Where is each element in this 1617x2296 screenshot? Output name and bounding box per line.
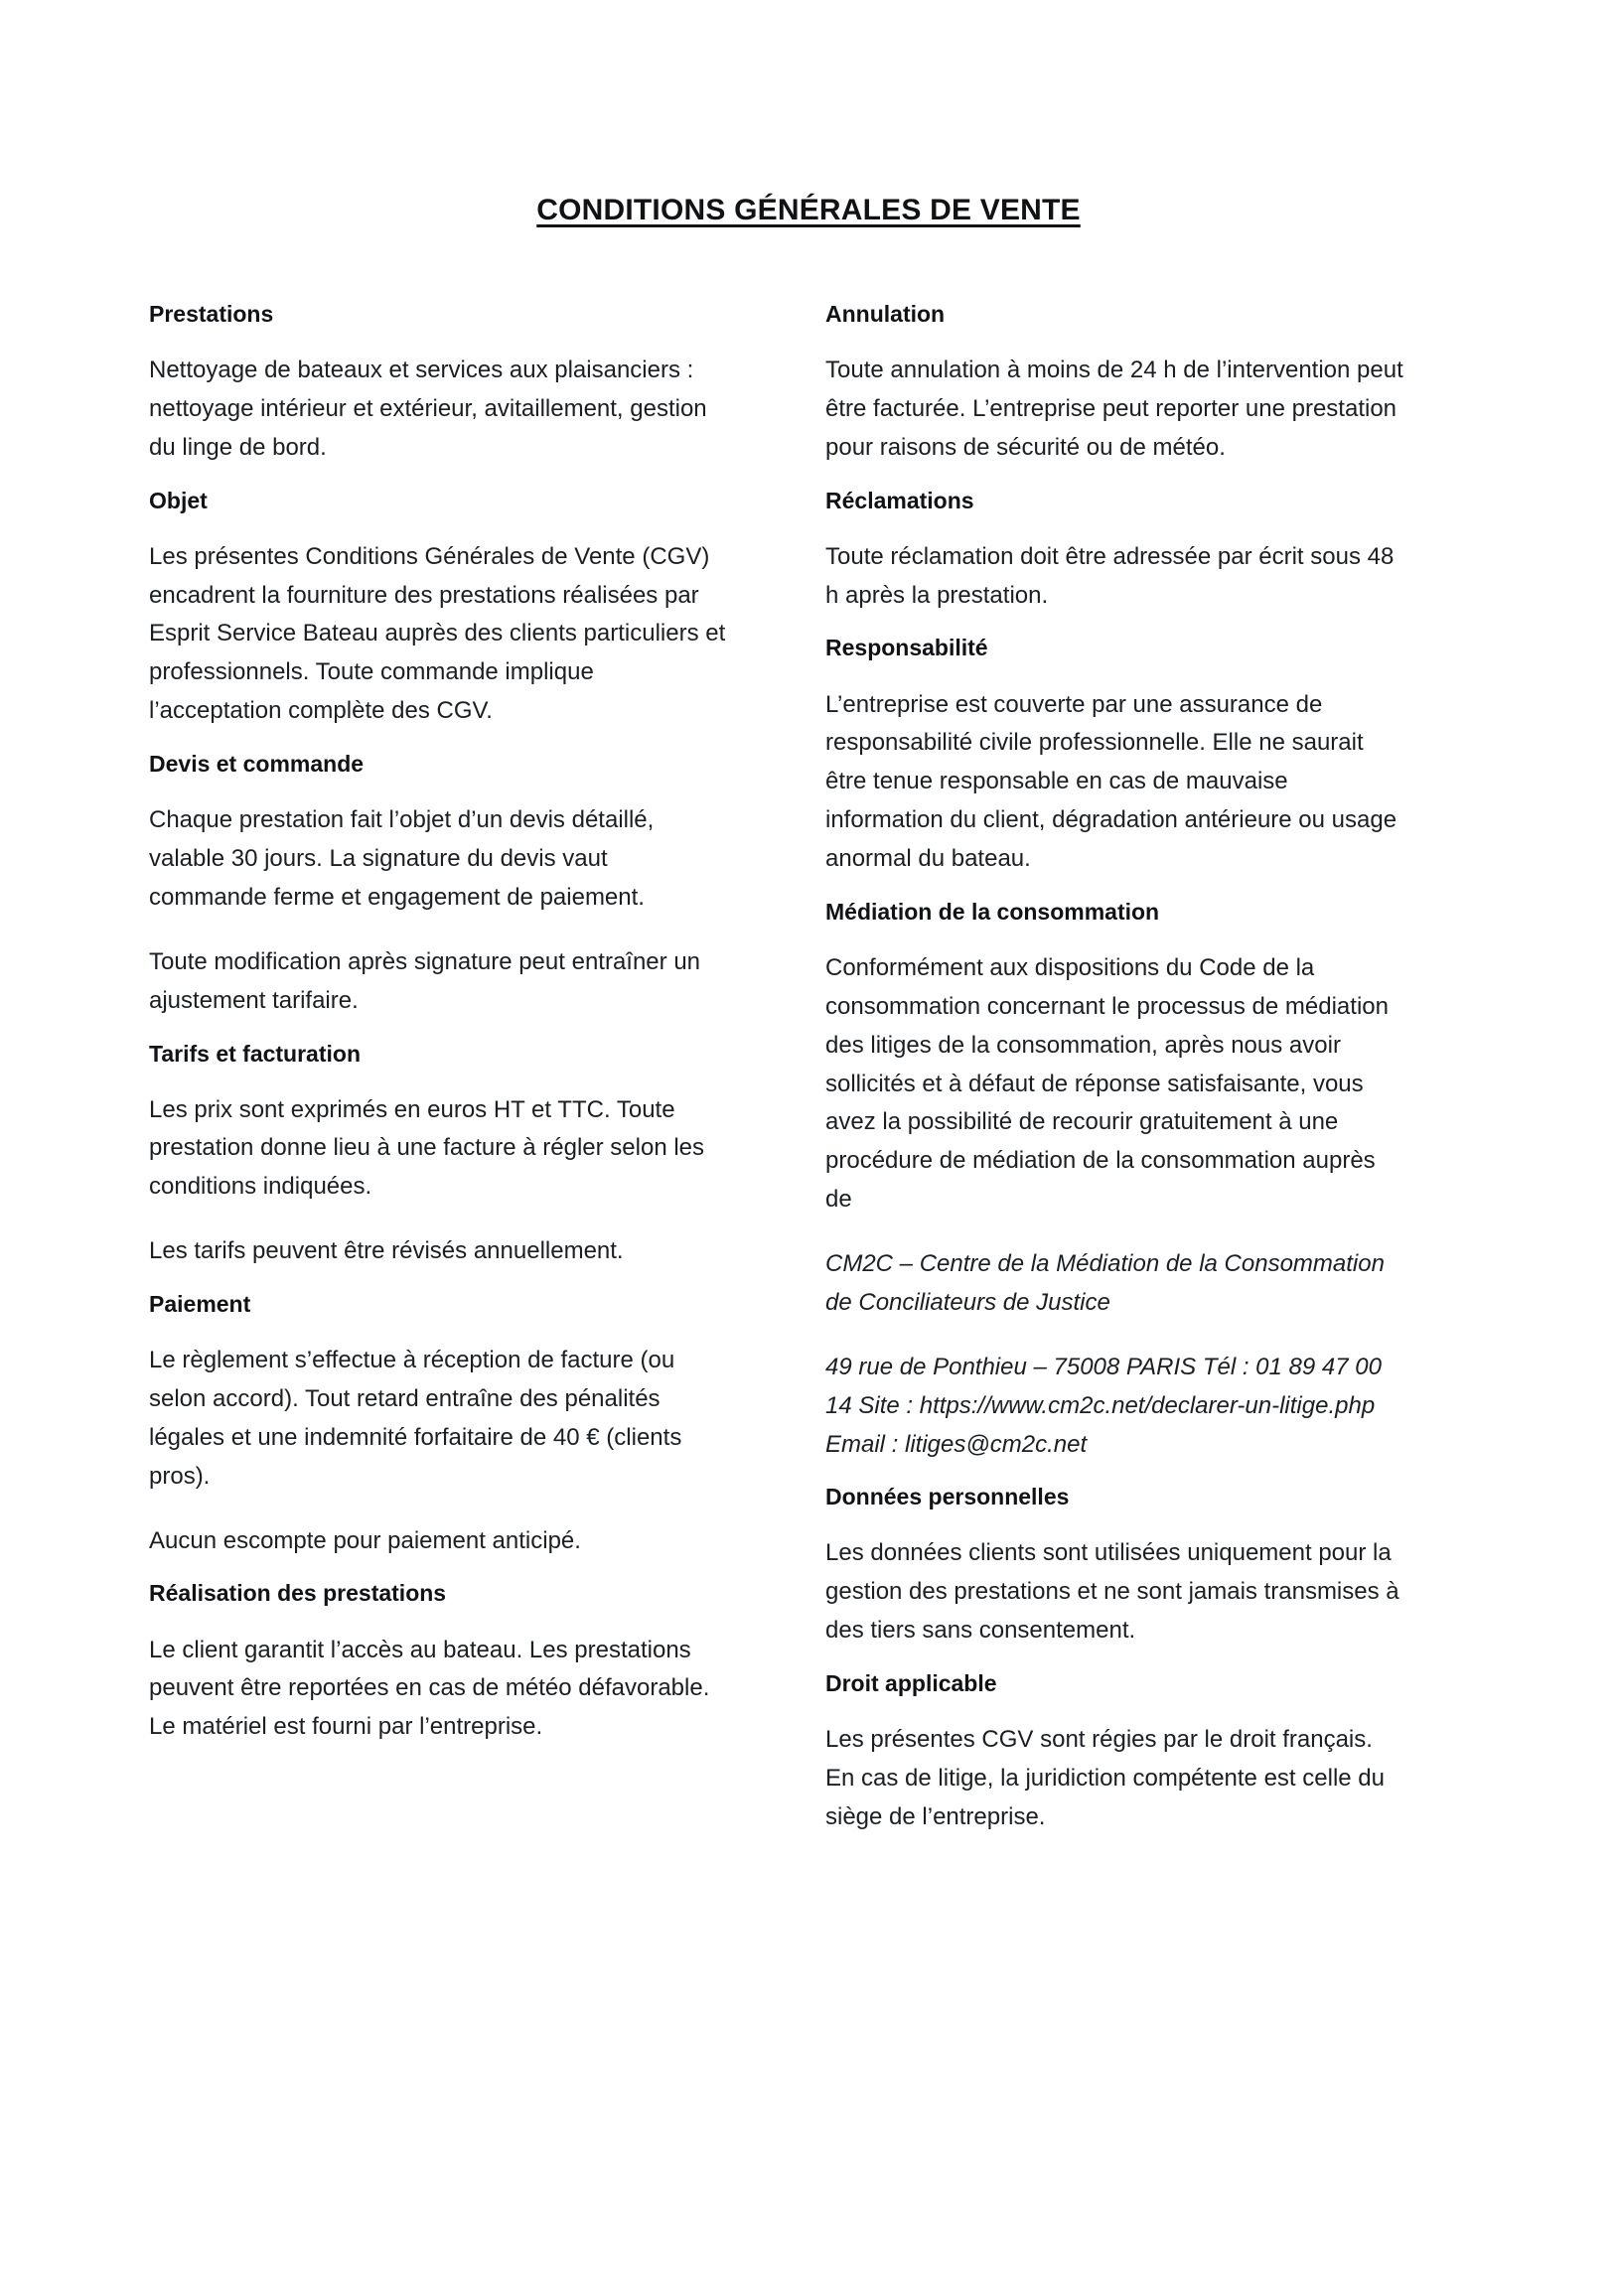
section-objet [149, 486, 730, 731]
section-paragraph: Les présentes Conditions Générales de Vente (CGV) encadrent la fourniture des prestations réalisées par Esprit Service Bateau auprès des clients particuliers et professionnels. Toute commande implique l’acceptation complète des CGV. [149, 542, 726, 725]
section-donnees-personnelles [825, 1482, 1406, 1650]
left-column [149, 299, 730, 1747]
section-paragraph: Conformément aux dispositions du Code de la consommation concernant le processus de médiation des litiges de la consommation, après nous avoir sollicités et à défaut de réponse satisfaisante, vous avez la possibilité de recourir gratuitement à une procédure de médiation de la consommation auprès de [825, 953, 1389, 1214]
section-paragraph: L’entreprise est couverte par une assurance de responsabilité civile professionnelle. Elle ne saurait être tenue responsable en cas de mauvaise information du client, dégradation antérieure ou usage anormal du bateau. [825, 690, 1397, 873]
section-realisation-des-prestations [149, 1578, 730, 1747]
section-heading: Droit applicable [825, 1670, 997, 1697]
section-paragraph: Aucun escompte pour paiement anticipé. [149, 1526, 581, 1554]
section-heading: Devis et commande [149, 751, 365, 778]
section-heading: Annulation [825, 301, 946, 327]
section-paragraph: Toute modification après signature peut entraîner un ajustement tarifaire. [149, 947, 701, 1014]
section-paragraph: Toute réclamation doit être adressée par écrit sous 48 h après la prestation. [825, 542, 1395, 609]
section-paragraph: Les prix sont exprimés en euros HT et TTC. Toute prestation donne lieu à une facture à régler selon les conditions indiquées. [149, 1095, 705, 1201]
section-paragraph: Nettoyage de bateaux et services aux plaisanciers : nettoyage intérieur et extérieur, avitaillement, gestion du linge de bord. [149, 357, 707, 461]
section-paiement [149, 1289, 730, 1560]
section-devis-et-commande [149, 749, 730, 1020]
mediator-contact: 49 rue de Ponthieu – 75008 PARIS Tél : 01 89 47 00 14 Site : https://www.cm2c.net/declarer-un-litige.php Email : litiges@cm2c.net [825, 1353, 1382, 1458]
section-heading: Médiation de la consommation [825, 898, 1160, 925]
section-heading: Données personnelles [825, 1484, 1070, 1510]
section-mediation-de-la-consommation [825, 897, 1406, 1465]
section-responsabilite [825, 633, 1406, 878]
page-title: CONDITIONS GÉNÉRALES DE VENTE [536, 194, 1081, 226]
section-paragraph: Les tarifs peuvent être révisés annuellement. [149, 1237, 624, 1265]
section-reclamations [825, 486, 1406, 616]
section-heading: Responsabilité [825, 635, 988, 661]
two-column-body [149, 299, 1468, 1837]
section-paragraph: Le client garantit l’accès au bateau. Les prestations peuvent être reportées en cas de météo défavorable. Le matériel est fourni par l’entreprise. [149, 1636, 710, 1741]
section-heading: Réclamations [825, 487, 974, 513]
section-paragraph: Toute annulation à moins de 24 h de l’intervention peut être facturée. L’entreprise peut reporter une prestation pour raisons de sécurité ou de météo. [825, 357, 1403, 461]
section-heading: Tarifs et facturation [149, 1040, 361, 1067]
section-heading: Réalisation des prestations [149, 1580, 447, 1607]
section-paragraph: Les données clients sont utilisées uniquement pour la gestion des prestations et ne sont jamais transmises à des tiers sans consentement. [825, 1539, 1399, 1645]
section-paragraph: Le règlement s’effectue à réception de facture (ou selon accord). Tout retard entraîne des pénalités légales et une indemnité forfaitaire de 40 € (clients pros). [149, 1347, 682, 1490]
section-heading: Prestations [149, 301, 274, 327]
section-prestations [149, 299, 730, 468]
section-droit-applicable [825, 1668, 1406, 1837]
section-paragraph: Chaque prestation fait l’objet d’un devis détaillé, valable 30 jours. La signature du devis vaut commande ferme et engagement de paiement. [149, 806, 655, 911]
section-tarifs-et-facturation [149, 1039, 730, 1272]
section-heading: Objet [149, 487, 208, 513]
section-paragraph: Les présentes CGV sont régies par le droit français. En cas de litige, la juridiction compétente est celle du siège de l’entreprise. [825, 1726, 1385, 1830]
right-column [825, 299, 1406, 1837]
section-annulation [825, 299, 1406, 468]
mediator-name: CM2C – Centre de la Médiation de la Consommation de Conciliateurs de Justice [825, 1250, 1385, 1316]
section-heading: Paiement [149, 1291, 251, 1318]
